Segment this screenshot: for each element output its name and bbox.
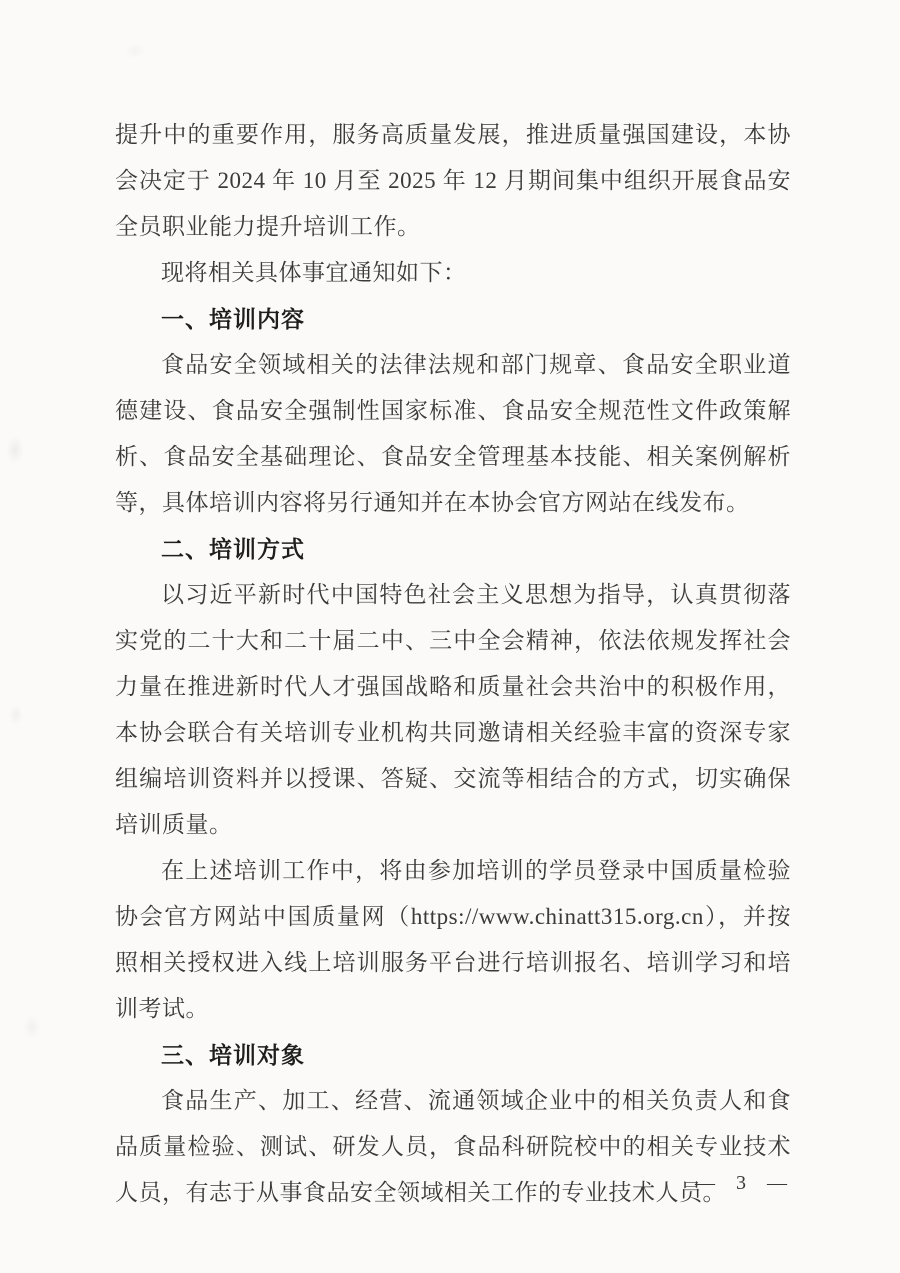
section-heading-training-content: 一、培训内容 bbox=[161, 306, 305, 332]
page-number: — 3 — bbox=[695, 1172, 788, 1194]
paragraph-training-method: 以习近平新时代中国特色社会主义思想为指导，认真贯彻落实党的二十大和二十届二中、三中全会精神，依法依规发挥社会力量在推进新时代人才强国战略和质量社会共治中的积极作用，本协会联合有关培训专业机构共同邀请相关经验丰富的资深专家组编培训资料并以授课、答疑、交流等相结合的方式，切实确保培训质量。 bbox=[115, 582, 791, 837]
paragraph-training-platform: 在上述培训工作中，将由参加培训的学员登录中国质量检验协会官方网站中国质量网（https://www.chinatt315.org.cn），并按照相关授权进入线上培训服务平台进行培训报名、培训学习和培训考试。 bbox=[115, 858, 791, 1021]
paragraph-training-audience: 食品生产、加工、经营、流通领域企业中的相关负责人和食品质量检验、测试、研发人员，食品科研院校中的相关专业技术人员，有志于从事食品安全领域相关工作的专业技术人员。 bbox=[115, 1088, 791, 1205]
section-heading-training-method: 二、培训方式 bbox=[161, 536, 305, 562]
scan-smudge bbox=[120, 40, 150, 62]
paragraph-training-content: 食品安全领域相关的法律法规和部门规章、食品安全职业道德建设、食品安全强制性国家标准、食品安全规范性文件政策解析、食品安全基础理论、食品安全管理基本技能、相关案例解析等，具体培训内容将另行通知并在本协会官方网站在线发布。 bbox=[115, 352, 791, 515]
scan-smudge bbox=[20, 1010, 44, 1044]
paragraph-continuation: 提升中的重要作用，服务高质量发展，推进质量强国建设，本协会决定于 2024 年 10 月至 2025 年 12 月期间集中组织开展食品安全员职业能力提升培训工作。 bbox=[115, 122, 791, 239]
scan-smudge bbox=[6, 700, 26, 730]
paragraph-intro: 现将相关具体事宜通知如下： bbox=[161, 260, 467, 285]
section-heading-training-audience: 三、培训对象 bbox=[161, 1042, 305, 1068]
scan-smudge bbox=[2, 430, 28, 470]
document-body bbox=[115, 112, 791, 1216]
